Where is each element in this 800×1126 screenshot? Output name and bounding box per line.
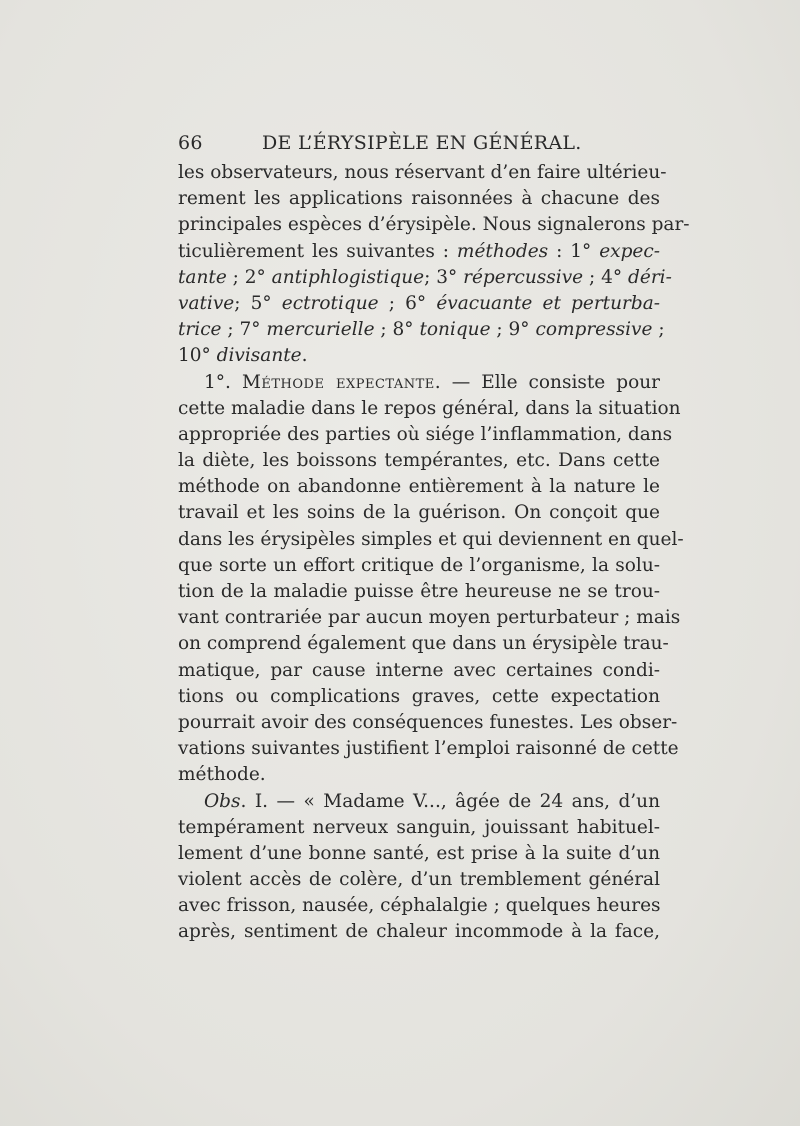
text-line: la diète, les boissons tempérantes, etc. Dans cette xyxy=(178,450,660,472)
text-line: pourrait avoir des conséquences funestes. Les obser- xyxy=(178,711,678,733)
section-heading-line: 1°. Méthode expectante. — Elle consiste pour xyxy=(204,371,660,393)
text-line: tions ou complications graves, cette expectation xyxy=(178,685,660,707)
text-line: méthode on abandonne entièrement à la nature le xyxy=(178,476,660,498)
text-line: trice ; 7° mercurielle ; 8° tonique ; 9° compressive ; xyxy=(178,319,665,341)
text-line: méthode. xyxy=(178,764,266,786)
observation-line: Obs. I. — « Madame V..., âgée de 24 ans, d’un xyxy=(204,790,660,812)
text-line: avec frisson, nausée, céphalalgie ; quelques heures xyxy=(178,895,661,917)
body-text xyxy=(178,160,690,946)
section-heading: Méthode expectante xyxy=(241,371,435,393)
running-head: DE L’ÉRYSIPÈLE EN GÉNÉRAL. xyxy=(262,132,582,154)
text-line: vative; 5° ectrotique ; 6° évacuante et perturba- xyxy=(178,292,660,314)
text-line: travail et les soins de la guérison. On conçoit que xyxy=(178,502,660,524)
text-line: ticulièrement les suivantes : méthodes : 1° expec- xyxy=(178,240,660,262)
text-line: lement d’une bonne santé, est prise à la suite d’un xyxy=(178,842,660,864)
text-line: appropriée des parties où siége l’inflammation, dans xyxy=(178,423,673,445)
text-line: vant contrariée par aucun moyen perturbateur ; mais xyxy=(178,607,681,629)
text-line: matique, par cause interne avec certaines condi- xyxy=(178,659,660,681)
text-line: violent accès de colère, d’un tremblement général xyxy=(178,869,660,891)
text-line: dans les érysipèles simples et qui deviennent en quel- xyxy=(178,528,684,550)
text-line: tante ; 2° antiphlogistique; 3° répercussive ; 4° déri- xyxy=(178,266,672,288)
page-header xyxy=(178,132,660,158)
text-line: les observateurs, nous réservant d’en faire ultérieu- xyxy=(178,162,667,183)
text-line: rement les applications raisonnées à chacune des xyxy=(178,188,660,210)
text-line: après, sentiment de chaleur incommode à la face, xyxy=(178,921,660,943)
text-line: vations suivantes justifient l’emploi raisonné de cette xyxy=(178,738,679,760)
page-number: 66 xyxy=(178,132,203,154)
text-line: tempérament nerveux sanguin, jouissant habituel- xyxy=(178,816,660,838)
text-line: 10° divisante. xyxy=(178,345,308,367)
text-line: que sorte un effort critique de l’organisme, la solu- xyxy=(178,554,660,576)
text-line: tion de la maladie puisse être heureuse ne se trou- xyxy=(178,581,660,602)
text-line: cette maladie dans le repos général, dans la situation xyxy=(178,397,681,419)
text-line: principales espèces d’érysipèle. Nous signalerons par- xyxy=(178,214,690,236)
text-line: on comprend également que dans un érysipèle trau- xyxy=(178,633,669,655)
